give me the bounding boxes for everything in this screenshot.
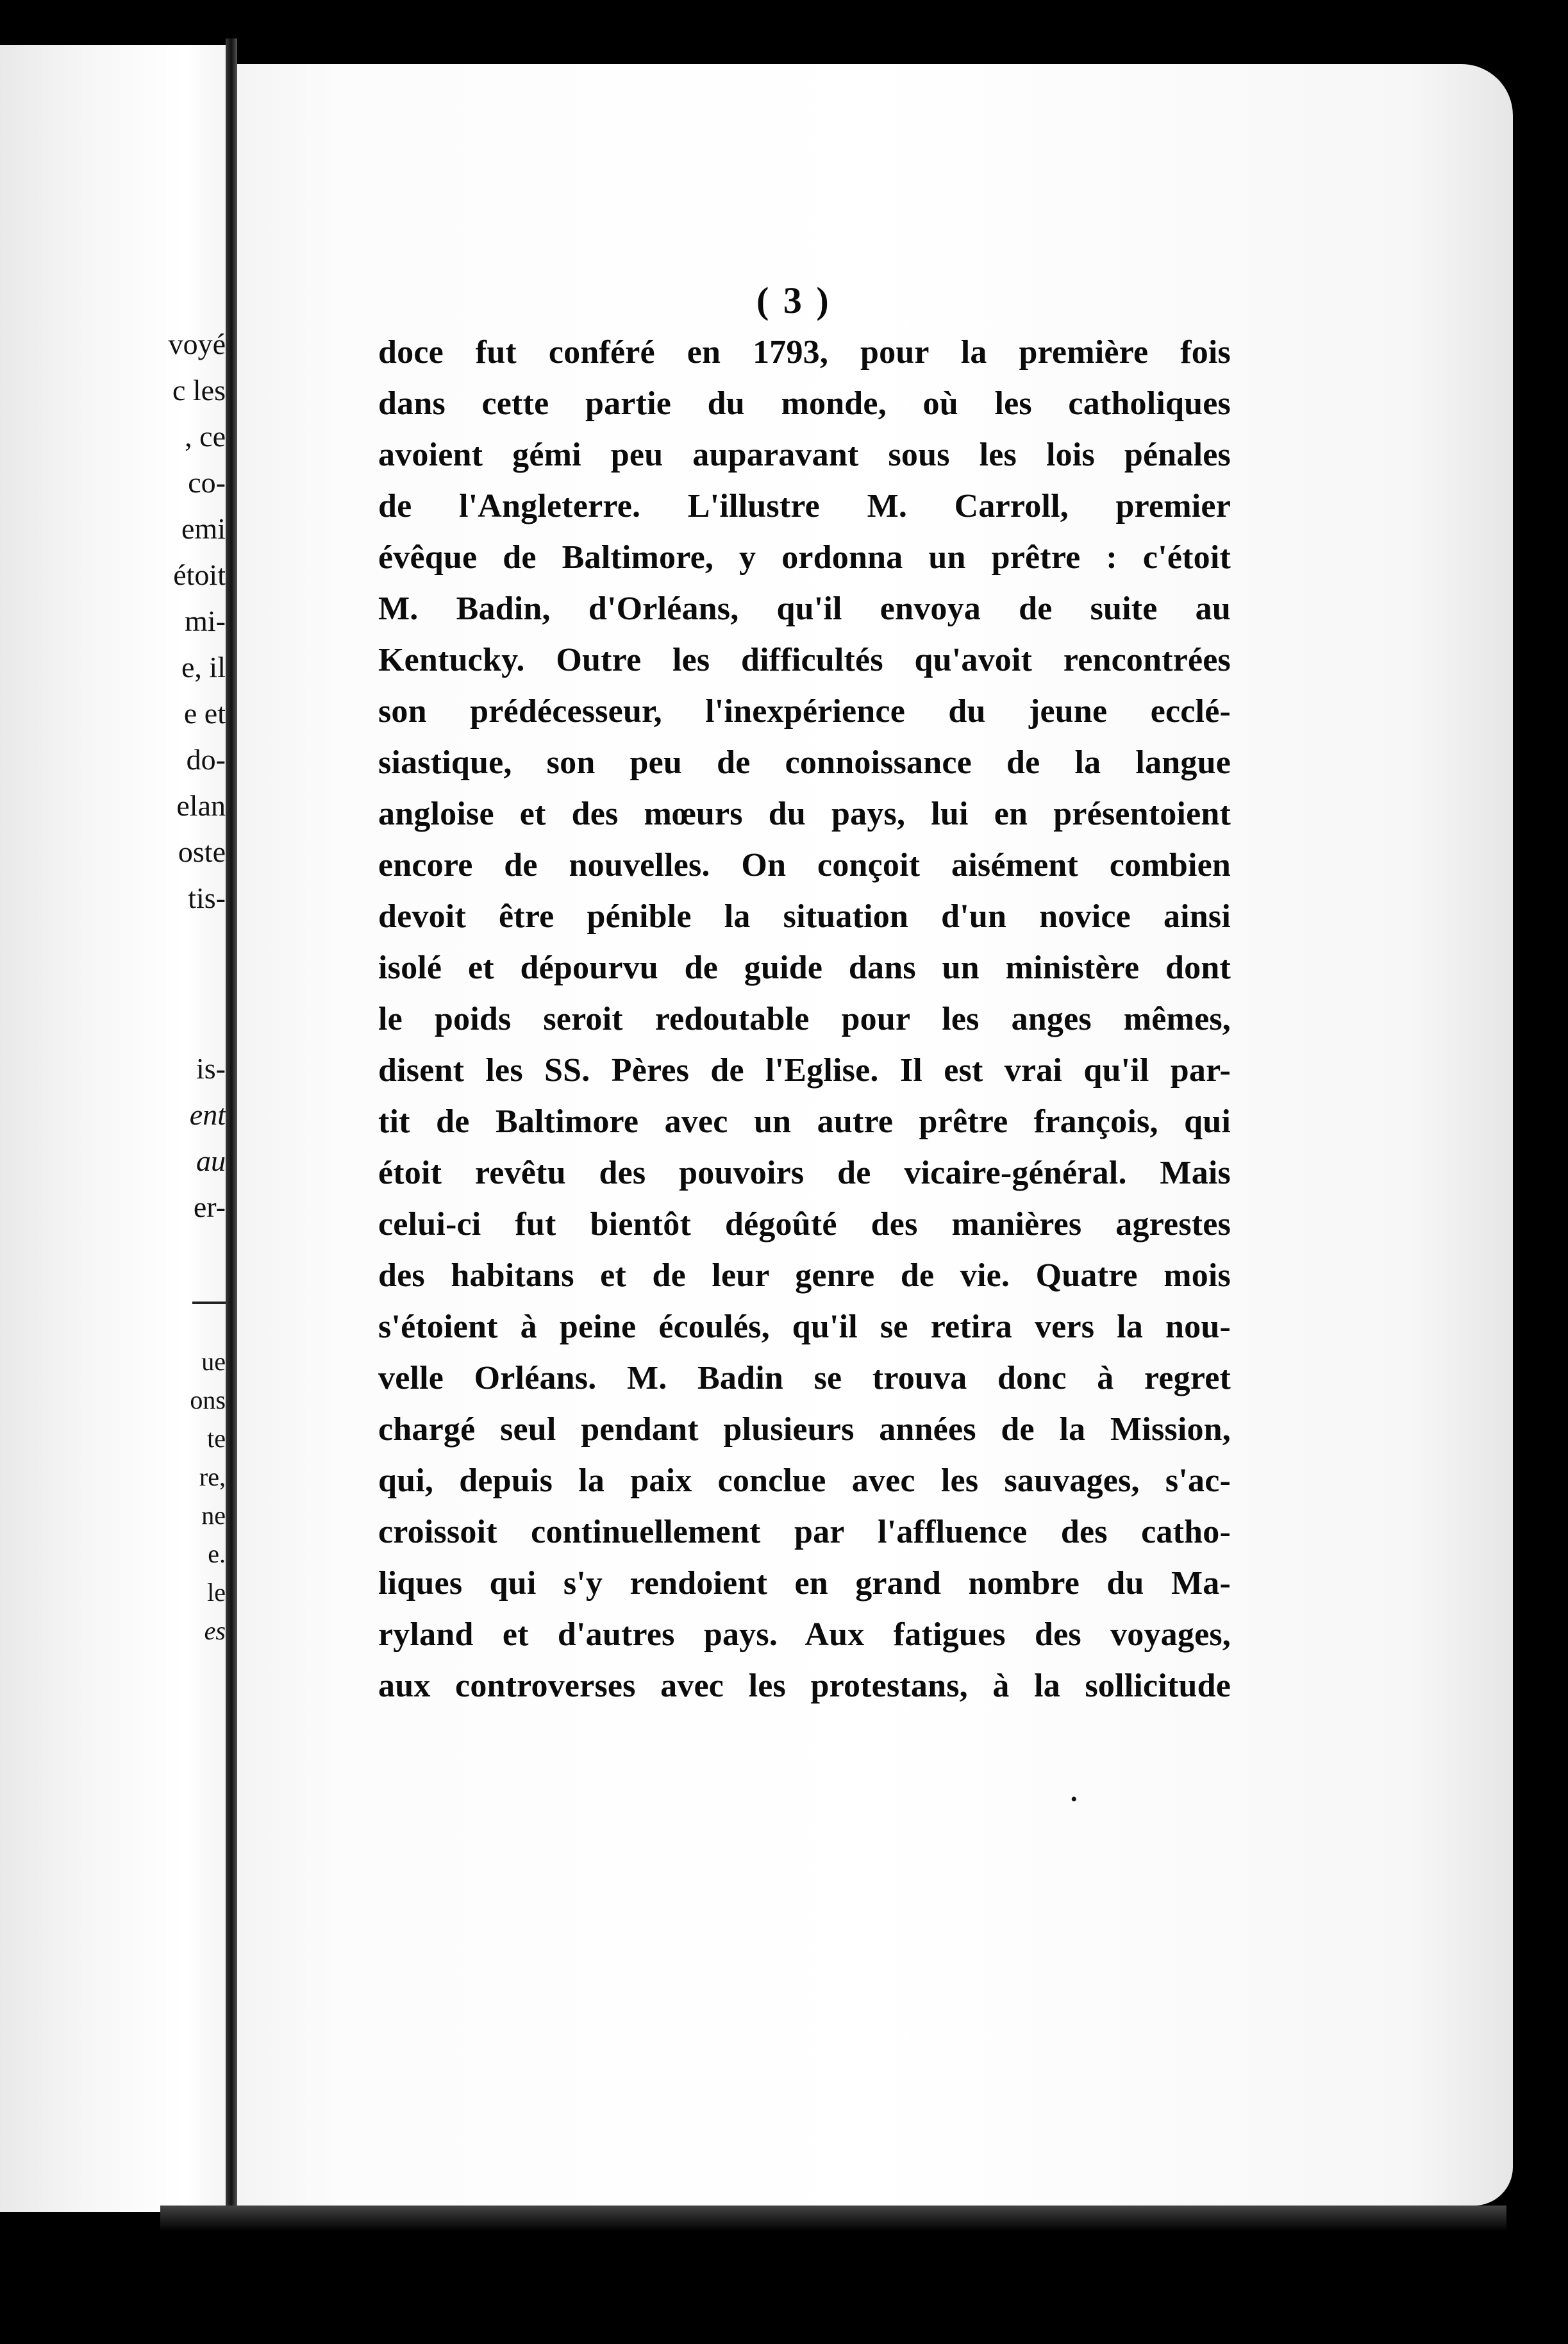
left-fragment: e et [183,697,226,730]
text-line: disent les SS. Pères de l'Eglise. Il est vrai qu'il par- [378,1052,1231,1089]
page-number: ( 3 ) [756,280,831,321]
left-fragment: do- [186,743,226,776]
left-fragment: es [204,1616,226,1645]
left-fragment: tis- [188,882,226,914]
left-fragment: , ce [185,420,226,453]
book-gutter [226,38,237,2218]
page-text [378,327,1231,1712]
text-line: étoit revêtu des pouvoirs de vicaire-général. Mais [378,1155,1231,1191]
left-fragment: étoit [173,558,226,591]
left-fragment: is- [196,1052,226,1085]
text-line: qui, depuis la paix conclue avec les sauvages, s'ac- [378,1462,1231,1499]
text-line: aux controverses avec les protestans, à la sollicitude [378,1668,1231,1704]
left-fragment: elan [176,789,226,822]
left-fragment: mi- [185,605,226,637]
text-line: siastique, son peu de connoissance de la langue [378,744,1231,781]
text-line: croissoit continuellement par l'affluence des catho- [378,1514,1231,1550]
text-line: de l'Angleterre. L'illustre M. Carroll, premier [378,488,1231,524]
left-fragment: er- [193,1191,226,1223]
text-line: tit de Baltimore avec un autre prêtre françois, qui [378,1103,1231,1140]
text-line: devoit être pénible la situation d'un novice ainsi [378,898,1231,935]
left-fragment: re, [199,1462,226,1491]
left-fragment: au [196,1144,226,1177]
text-line: Kentucky. Outre les difficultés qu'avoit rencontrées [378,642,1231,678]
left-fragment: e, il [181,651,226,683]
left-fragment: ent [189,1098,226,1131]
text-line: avoient gémi peu auparavant sous les lois pénales [378,437,1231,473]
text-line: celui-ci fut bientôt dégoûté des manières agrestes [378,1206,1231,1243]
text-line: doce fut conféré en 1793, pour la première fois [378,334,1231,371]
text-line: encore de nouvelles. On conçoit aisément combien [378,847,1231,883]
text-line: s'étoient à peine écoulés, qu'il se retira vers la nou- [378,1309,1231,1345]
text-line: isolé et dépourvu de guide dans un ministère dont [378,950,1231,986]
left-fragment: le [207,1578,226,1607]
page-bottom-edge [160,2206,1506,2231]
text-line: angloise et des mœurs du pays, lui en présentoient [378,796,1231,832]
text-line: velle Orléans. M. Badin se trouva donc à regret [378,1360,1231,1396]
text-line: évêque de Baltimore, y ordonna un prêtre : c'étoit [378,539,1231,576]
text-line: liques qui s'y rendoient en grand nombre du Ma- [378,1565,1231,1602]
text-line: le poids seroit redoutable pour les anges mêmes, [378,1001,1231,1037]
text-line: son prédécesseur, l'inexpérience du jeune ecclé- [378,693,1231,730]
left-fragment: c les [172,374,226,406]
left-fragment: e. [208,1539,226,1568]
previous-page [0,45,231,2212]
signature-mark: • [1071,1789,1078,1810]
text-line: M. Badin, d'Orléans, qu'il envoya de suite au [378,590,1231,627]
text-line: chargé seul pendant plusieurs années de la Mission, [378,1411,1231,1448]
left-fragment: te [207,1424,226,1453]
left-fragment: ne [201,1501,226,1530]
text-line: ryland et d'autres pays. Aux fatigues des voyages, [378,1616,1231,1653]
left-fragment: voyé [168,328,226,360]
text-line: dans cette partie du monde, où les catholiques [378,385,1231,422]
left-fragment: co- [188,466,226,499]
left-fragment: ue [201,1347,226,1376]
text-line: des habitans et de leur genre de vie. Quatre mois [378,1257,1231,1294]
left-fragment: emi [181,512,226,545]
left-fragment: ons [190,1385,226,1414]
left-fragment: oste [178,835,226,868]
footnote-rule [192,1302,231,1304]
